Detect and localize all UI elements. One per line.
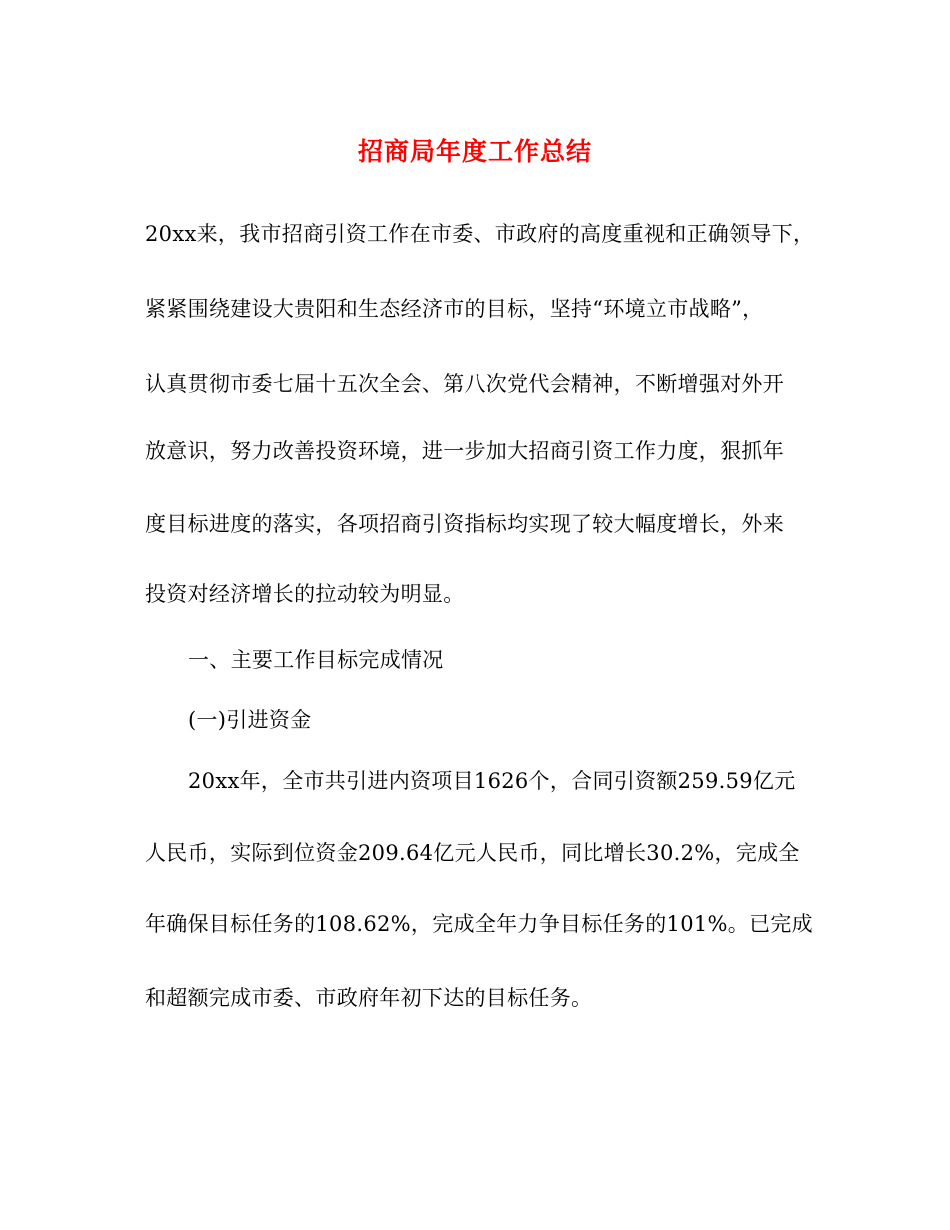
paragraph-1-line-1: 20xx来，我市招商引资工作在市委、市政府的高度重视和正确领导下， <box>145 222 815 246</box>
paragraph-2-line-3: 年确保目标任务的108.62%，完成全年力争目标任务的101%。已完成 <box>145 912 813 936</box>
paragraph-2-line-2: 人民币，实际到位资金209.64亿元人民币，同比增长30.2%，完成全 <box>145 841 800 865</box>
paragraph-2-line-1: 20xx年，全市共引进内资项目1626个，合同引资额259.59亿元 <box>188 769 796 793</box>
paragraph-1-line-5: 度目标进度的落实，各项招商引资指标均实现了较大幅度增长，外来 <box>145 512 784 536</box>
sub-heading: (一)引进资金 <box>188 708 312 732</box>
paragraph-1-line-4: 放意识，努力改善投资环境，进一步加大招商引资工作力度，狠抓年 <box>145 439 784 463</box>
section-heading: 一、主要工作目标完成情况 <box>188 648 444 672</box>
paragraph-1-line-2: 紧紧围绕建设大贵阳和生态经济市的目标，坚持“环境立市战略”， <box>145 297 764 321</box>
paragraph-1-line-3: 认真贯彻市委七届十五次全会、第八次党代会精神，不断增强对外开 <box>145 372 784 396</box>
document-title: 招商局年度工作总结 <box>357 137 592 166</box>
paragraph-1-line-6: 投资对经济增长的拉动较为明显。 <box>145 582 465 606</box>
paragraph-2-line-4: 和超额完成市委、市政府年初下达的目标任务。 <box>145 986 593 1010</box>
